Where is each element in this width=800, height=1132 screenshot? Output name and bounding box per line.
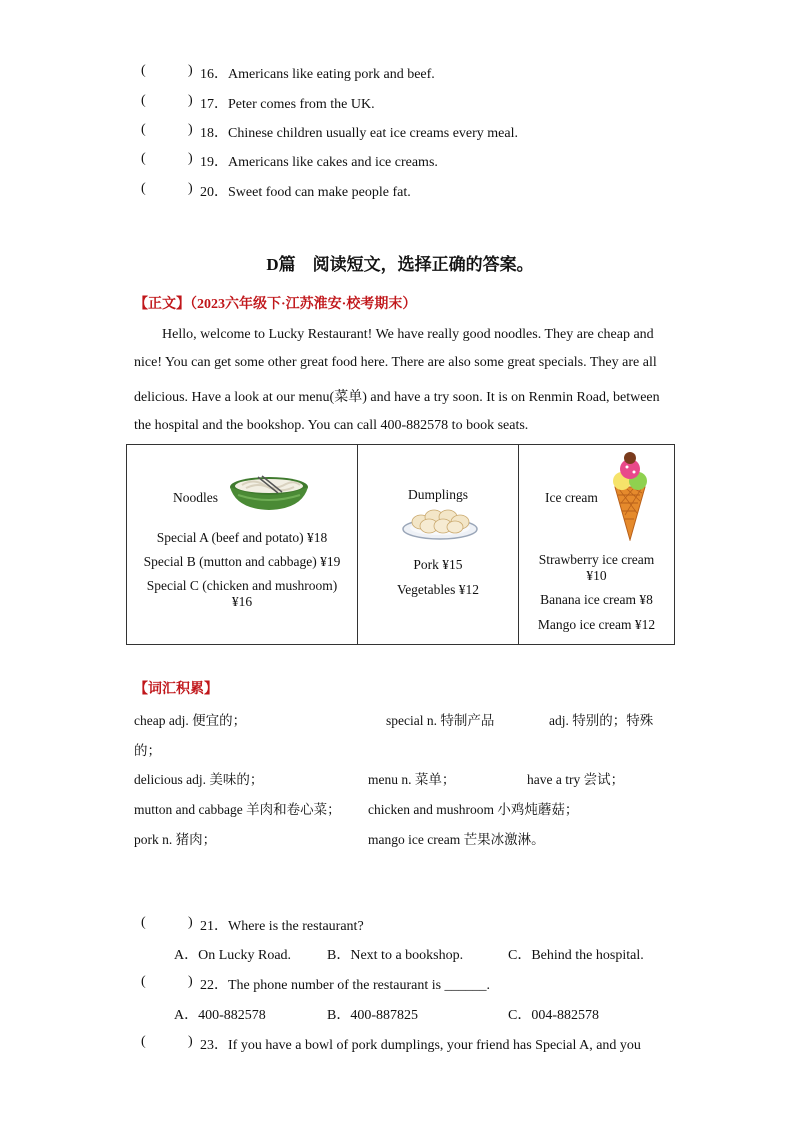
dumplings-heading: Dumplings — [407, 487, 468, 502]
answer-paren-close: ) — [188, 122, 193, 137]
icecream-heading: Ice cream — [545, 490, 598, 505]
dumplings-plate-icon — [401, 503, 479, 541]
answer-paren-close: ) — [188, 915, 193, 930]
answer-paren-close: ) — [188, 974, 193, 989]
question-text: 17．Peter comes from the UK. — [200, 97, 375, 112]
passage-line: delicious. Have a look at our menu(菜单) and have a try soon. It is on Renmin Road, between — [134, 390, 660, 405]
option-b[interactable]: B．Next to a bookshop. — [327, 948, 464, 963]
vocab-entry: pork n. 猪肉； — [134, 832, 217, 847]
question-text: 16．Americans like eating pork and beef. — [200, 67, 435, 82]
icecream-item: Strawberry ice cream — [538, 552, 655, 567]
icecream-item: ¥10 — [586, 568, 607, 583]
passage-line: the hospital and the bookshop. You can call 400-882578 to book seats. — [134, 418, 529, 433]
dumplings-item: Pork ¥15 — [413, 557, 463, 572]
answer-paren-close: ) — [188, 93, 193, 108]
menu-table — [126, 444, 675, 645]
passage-line: Hello, welcome to Lucky Restaurant! We have really good noodles. They are cheap and — [134, 327, 654, 342]
answer-paren-open[interactable]: ( — [141, 1034, 146, 1049]
vocab-entry: have a try 尝试； — [527, 772, 625, 787]
noodles-bowl-icon — [228, 473, 310, 513]
answer-paren-close: ) — [188, 1034, 193, 1049]
answer-paren-open[interactable]: ( — [141, 915, 146, 930]
vocab-entry: mango ice cream 芒果冰激淋。 — [368, 832, 545, 847]
noodles-heading: Noodles — [173, 490, 218, 505]
answer-paren-close: ) — [188, 181, 193, 196]
vocab-entry: 的； — [134, 743, 161, 758]
vocab-entry: special n. 特制产品 — [386, 713, 495, 728]
answer-paren-open[interactable]: ( — [141, 181, 146, 196]
vocab-entry: delicious adj. 美味的； — [134, 772, 264, 787]
option-b[interactable]: B．400-887825 — [327, 1008, 418, 1023]
option-c[interactable]: C．Behind the hospital. — [508, 948, 644, 963]
source-label: 【正文】（2023六年级下·江苏淮安·校考期末） — [134, 297, 417, 312]
dumplings-item: Vegetables ¥12 — [396, 582, 480, 597]
answer-paren-close: ) — [188, 151, 193, 166]
question-text: 18．Chinese children usually eat ice creams every meal. — [200, 126, 518, 141]
question-text: 22．The phone number of the restaurant is ______. — [200, 978, 491, 993]
option-a[interactable]: A．400-882578 — [174, 1008, 266, 1023]
answer-paren-open[interactable]: ( — [141, 63, 146, 78]
question-text: 19．Americans like cakes and ice creams. — [200, 155, 438, 170]
vocab-entry: adj. 特别的；特殊 — [549, 713, 654, 728]
menu-cell-icecream — [519, 445, 675, 645]
option-c[interactable]: C．004-882578 — [508, 1008, 599, 1023]
vocab-entry: mutton and cabbage 羊肉和卷心菜； — [134, 802, 341, 817]
vocab-title: 【词汇积累】 — [134, 682, 218, 697]
icecream-item: Banana ice cream ¥8 — [540, 592, 653, 607]
menu-cell-noodles — [127, 445, 358, 645]
question-text: 20．Sweet food can make people fat. — [200, 185, 411, 200]
answer-paren-close: ) — [188, 63, 193, 78]
answer-paren-open[interactable]: ( — [141, 122, 146, 137]
answer-paren-open[interactable]: ( — [141, 93, 146, 108]
passage-line: nice! You can get some other great food here. There are also some great specials. They are all — [134, 355, 657, 370]
vocab-entry: menu n. 菜单； — [368, 772, 456, 787]
icecream-cone-icon — [609, 451, 651, 541]
answer-paren-open[interactable]: ( — [141, 974, 146, 989]
section-title: D篇 阅读短文，选择正确的答案。 — [266, 255, 534, 274]
noodles-item: Special A (beef and potato) ¥18 — [156, 530, 328, 545]
option-a[interactable]: A．On Lucky Road. — [174, 948, 292, 963]
icecream-item: Mango ice cream ¥12 — [537, 617, 656, 632]
noodles-item: Special C (chicken and mushroom) — [146, 578, 338, 593]
question-text: 21．Where is the restaurant? — [200, 919, 364, 934]
noodles-item: ¥16 — [231, 594, 253, 609]
noodles-item: Special B (mutton and cabbage) ¥19 — [143, 554, 341, 569]
vocab-entry: chicken and mushroom 小鸡炖蘑菇； — [368, 802, 579, 817]
menu-cell-dumplings — [358, 445, 519, 645]
vocab-entry: cheap adj. 便宜的； — [134, 713, 247, 728]
question-text: 23．If you have a bowl of pork dumplings, your friend has Special A, and you — [200, 1038, 641, 1053]
answer-paren-open[interactable]: ( — [141, 151, 146, 166]
